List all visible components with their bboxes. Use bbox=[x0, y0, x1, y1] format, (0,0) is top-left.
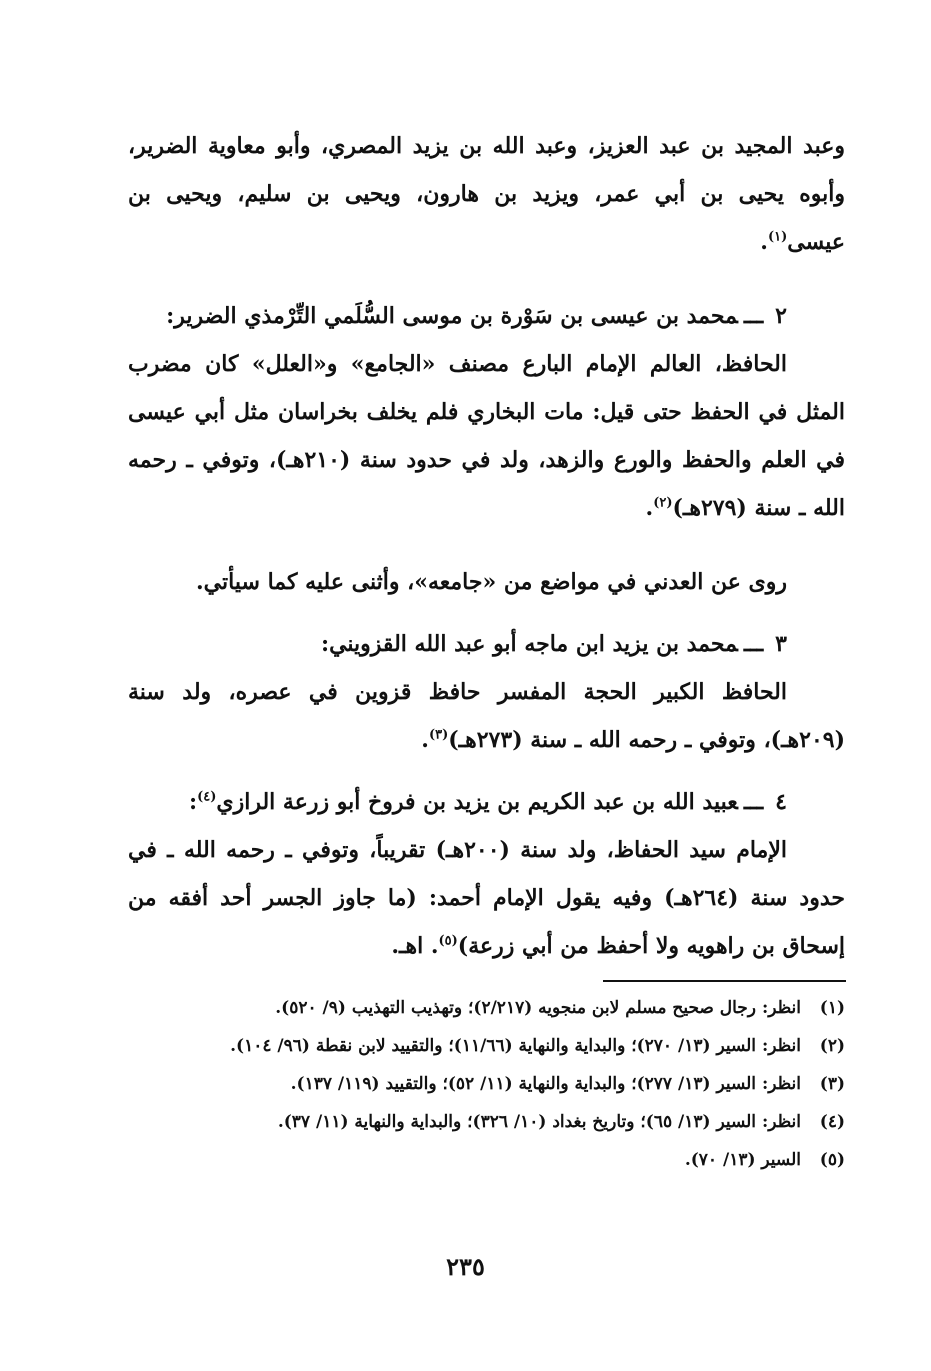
entry-text: الإمام سيد الحفاظ، ولد سنة (٢٠٠هـ) تقريباً، وتوفي ـ رحمه الله ـ في حدود سنة (٢٦٤هـ) وفيه يقول الإمام أحمد: (ما جاوز الجسر أحد أفقه من إسحاق بن راهويه ولا أحفظ من أبي زرعة) bbox=[128, 837, 845, 959]
footnote-ref: (٤) bbox=[197, 789, 217, 805]
entry-title: محمد بن عيسى بن سَوْرة بن موسى السُّلَمي التِّرْمذي الضرير: bbox=[166, 303, 738, 329]
entry-number: ٤ bbox=[775, 789, 787, 815]
entry-heading-4: ٤ـــعبيد الله بن عبد الكريم بن يزيد بن فروخ أبو زرعة الرازي$^{(٤)}$: bbox=[188, 789, 787, 815]
footnote-ref: (٢) bbox=[653, 495, 673, 511]
entry-body-2: الحافظ، العالم الإمام البارع مصنف «الجامع» و«العلل» كان مضرب المثل في الحفظ حتى قيل: مات البخاري فلم يخلف بخراسان مثل أبي عيسى في العلم والحفظ والورع والزهد، ولد في حدود سنة (٢١٠هـ)، وتوفي ـ رحمه الله ـ سنة (٢٧٩هـ)$^{(٢)}$. bbox=[128, 351, 846, 521]
footnote-text: انظر: السير (١٣/ ٢٧٧)؛ والبداية والنهاية (١١/ ٥٢)؛ والتقييد (١١٩/ ١٣٧). bbox=[290, 1074, 801, 1094]
footnote bbox=[128, 1066, 845, 1102]
entry-title: عبيد الله بن عبد الكريم بن يزيد بن فروخ أبو زرعة الرازي bbox=[216, 789, 738, 815]
dash: ـــ bbox=[743, 789, 764, 815]
footnote-divider bbox=[603, 980, 846, 982]
entry-title: محمد بن يزيد ابن ماجه أبو عبد الله القزويني: bbox=[320, 631, 738, 657]
footnote-text: السير (١٣/ ٧٠). bbox=[684, 1150, 801, 1170]
footnote-number: (٢) bbox=[819, 1036, 845, 1056]
footnote-text: انظر: رجال صحيح مسلم لابن منجويه (٢/٢١٧)؛ وتهذيب التهذيب (٩/ ٥٢٠). bbox=[275, 998, 801, 1018]
footnote bbox=[128, 990, 845, 1026]
footnote-text: انظر: السير (١٣/ ٢٧٠)؛ والبداية والنهاية (١١/٦٦)؛ والتقييد لابن نقطة (٩٦/ ١٠٤). bbox=[230, 1036, 801, 1056]
footnote-text: انظر: السير (١٣/ ٦٥)؛ وتاريخ بغداد (١٠/ ٣٢٦)؛ والبداية والنهاية (١١/ ٣٧). bbox=[277, 1112, 801, 1132]
footnote-number: (٤) bbox=[819, 1112, 845, 1132]
entry-text: الحافظ الكبير الحجة المفسر حافظ قزوين في عصره، ولد سنة (٢٠٩هـ)، وتوفي ـ رحمه الله ـ سنة (٢٧٣هـ) bbox=[128, 679, 845, 753]
dash: ـــ bbox=[743, 303, 764, 329]
entry-number: ٣ bbox=[775, 631, 787, 657]
entry-body-3: الحافظ الكبير الحجة المفسر حافظ قزوين في عصره، ولد سنة (٢٠٩هـ)، وتوفي ـ رحمه الله ـ سنة (٢٧٣هـ)$^{(٣)}$. bbox=[128, 679, 845, 753]
footnote-number: (١) bbox=[819, 998, 845, 1018]
entry-body-4 bbox=[128, 826, 845, 970]
entry-number: ٢ bbox=[775, 303, 787, 329]
paragraph-continuation: وعبد المجيد بن عبد العزيز، وعبد الله بن يزيد المصري، وأبو معاوية الضرير، وأبوه يحيى بن أبي عمر، ويزيد بن هارون، ويحيى بن سليم، ويحيى بن عيسى$^{(١)}$. bbox=[128, 133, 845, 255]
page-number: ٢٣٥ bbox=[446, 1252, 485, 1281]
footnotes bbox=[128, 990, 845, 1180]
paragraph-text: وعبد المجيد بن عبد العزيز، وعبد الله بن يزيد المصري، وأبو معاوية الضرير، وأبوه يحيى بن أبي عمر، ويزيد بن هارون، ويحيى بن سليم، ويحيى بن عيسى bbox=[128, 133, 845, 255]
main-text bbox=[128, 122, 845, 970]
entry-heading-2 bbox=[128, 292, 845, 340]
footnote-ref: (١) bbox=[767, 229, 788, 245]
entry-text: الحافظ، العالم الإمام البارع مصنف «الجامع» و«العلل» كان مضرب المثل في الحفظ حتى قيل: مات البخاري فلم يخلف بخراسان مثل أبي عيسى في العلم والحفظ والورع والزهد، ولد في حدود سنة (٢١٠هـ)، وتوفي ـ رحمه الله ـ سنة (٢٧٩هـ) bbox=[128, 351, 846, 521]
footnote bbox=[128, 1104, 845, 1140]
footnote bbox=[128, 1028, 845, 1064]
footnote bbox=[128, 1142, 845, 1178]
entry-heading-3 bbox=[128, 620, 845, 668]
dash: ـــ bbox=[743, 631, 764, 657]
footnote-ref: (٣) bbox=[428, 727, 449, 743]
footnote-number: (٥) bbox=[819, 1150, 845, 1170]
entry-note-2: روى عن العدني في مواضع من «جامعه»، وأثنى عليه كما سيأتي. bbox=[196, 569, 787, 595]
footnote-ref: (٥) bbox=[438, 933, 458, 949]
entry-text-end: . اهـ. bbox=[391, 933, 439, 959]
footnote-number: (٣) bbox=[819, 1074, 845, 1094]
